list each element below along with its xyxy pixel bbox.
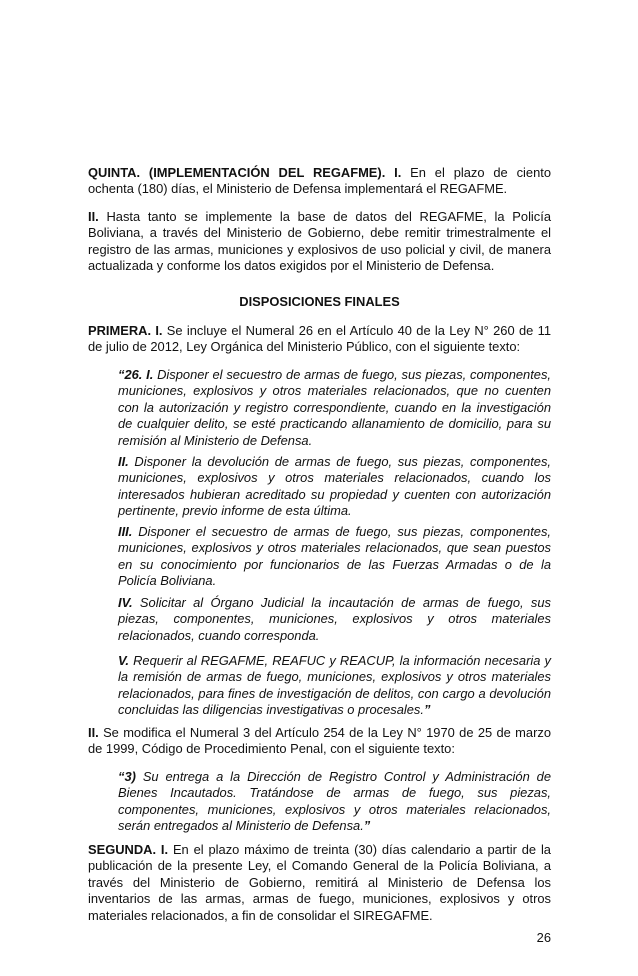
quote-26-ii bbox=[118, 454, 551, 520]
quote-26-i-text: Disponer el secuestro de armas de fuego, sus piezas, componentes, municiones, explosivos y otros materiales relacionados, que no cuenten con la autorización y registro correspondiente, cuando en la investigación de cualquier delito, se esté practicando allanamiento de domicilio, para su remisión al Ministerio de Defensa. bbox=[118, 367, 552, 448]
section-heading: DISPOSICIONES FINALES bbox=[239, 294, 400, 309]
primera-text: Se incluye el Numeral 26 en el Artículo 40 de la Ley N° 260 de 11 de julio de 2012, Ley Orgánica del Ministerio Público, con el siguiente texto: bbox=[88, 323, 551, 355]
quinta-ii-text: Hasta tanto se implemente la base de datos del REGAFME, la Policía Boliviana, a través del Ministerio de Gobierno, debe remitir trimestralmente el registro de las armas, municiones y explosivos de uso policial y civil, de manera actualizada y conforme los datos exigidos por el Ministerio de Defensa. bbox=[88, 209, 551, 274]
quote-26-v bbox=[118, 653, 551, 719]
quinta-ii-lead: II. bbox=[88, 209, 99, 224]
primera-paragraph bbox=[88, 323, 551, 356]
primera-ii-text: Se modifica el Numeral 3 del Artículo 254 de la Ley N° 1970 de 25 de marzo de 1999, Código de Procedimiento Penal, con el siguiente texto: bbox=[88, 725, 551, 757]
primera-ii-paragraph bbox=[88, 725, 551, 758]
quote-26-iii-num: III. bbox=[118, 524, 133, 539]
page-number: 26 bbox=[536, 930, 551, 945]
segunda-lead: SEGUNDA. I. bbox=[88, 842, 169, 857]
quote-3-close-mark: ” bbox=[363, 818, 371, 834]
primera-lead: PRIMERA. I. bbox=[88, 323, 163, 338]
quinta-lead: QUINTA. (IMPLEMENTACIÓN DEL REGAFME). I. bbox=[88, 165, 402, 180]
quote-26-iv-text: Solicitar al Órgano Judicial la incautación de armas de fuego, sus piezas, componentes, municiones, explosivos y otros materiales relacionados, cuando corresponda. bbox=[118, 595, 551, 643]
segunda-text: En el plazo máximo de treinta (30) días calendario a partir de la publicación de la presente Ley, el Comando General de la Policía Boliviana, a través del Ministerio de Gobierno, remitirá al Ministerio de Defensa los inventarios de las armas, armas de fuego, municiones, explosivos y otros materiales relacionados, a fin de consolidar el SIREGAFME. bbox=[88, 842, 551, 923]
quinta-text: En el plazo de ciento ochenta (180) días, el Ministerio de Defensa implementará el REGAFME. bbox=[88, 165, 551, 197]
primera-ii-lead: II. bbox=[88, 725, 99, 740]
quote-3 bbox=[118, 769, 551, 835]
quinta-paragraph bbox=[88, 165, 551, 198]
quote-26-ii-num: II. bbox=[118, 454, 129, 469]
quote-26-i bbox=[118, 367, 551, 449]
quote-26-iv bbox=[118, 595, 551, 644]
quote-26-v-text: Requerir al REGAFME, REAFUC y REACUP, la información necesaria y la remisión de armas de fuego, municiones, explosivos y otros materiales relacionados, para fines de investigación de delitos, con cargo a devolución concluidas las diligencias investigativas o procesales. bbox=[118, 653, 551, 718]
quote-26-iv-num: IV. bbox=[118, 595, 133, 610]
quote-26-close-mark: ” bbox=[423, 702, 431, 718]
segunda-paragraph bbox=[88, 842, 551, 924]
quote-3-text: Su entrega a la Dirección de Registro Control y Administración de Bienes Incautados. Tratándose de armas de fuego, sus piezas, componentes, municiones, explosivos y otros materiales relacionados, serán entregados al Ministerio de Defensa. bbox=[118, 769, 551, 834]
quote-26-ii-text: Disponer la devolución de armas de fuego, sus piezas, componentes, municiones, explosivos y otros materiales relacionados, cuando los interesados hubieran acreditado su propiedad y cuenten con autorización pertinente, previo informe de esta última. bbox=[118, 454, 551, 519]
quote-26-i-num: “26. I. bbox=[118, 367, 154, 382]
quote-26-iii-text: Disponer el secuestro de armas de fuego, sus piezas, componentes, municiones, explosivos y otros materiales relacionados, que sean puestos en su conocimiento por funcionarios de las Fuerzas Armadas o de la Policía Boliviana. bbox=[118, 524, 551, 589]
quote-26-v-num: V. bbox=[118, 653, 129, 668]
quote-3-num: “3) bbox=[118, 769, 136, 784]
quinta-ii-paragraph bbox=[88, 209, 551, 275]
quote-26-iii bbox=[118, 524, 551, 590]
